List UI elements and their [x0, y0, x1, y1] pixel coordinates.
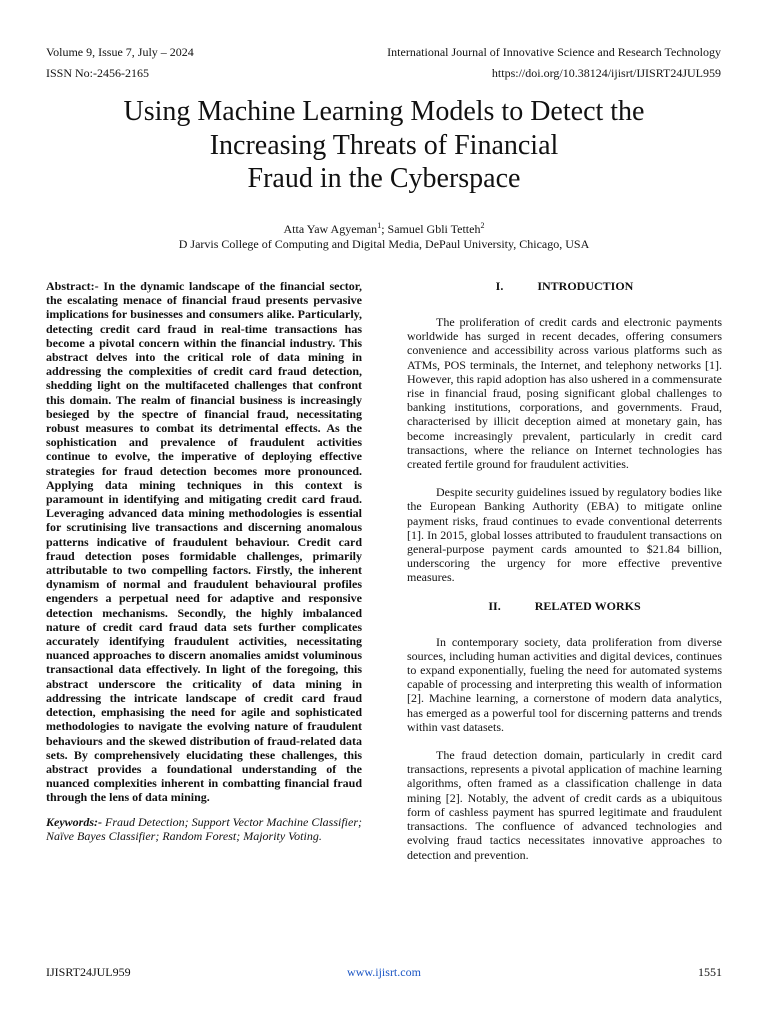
title-line: Fraud in the Cyberspace — [247, 163, 521, 194]
doi-link[interactable]: https://doi.org/10.38124/ijisrt/IJISRT24JUL959 — [491, 66, 721, 80]
paragraph: Despite security guidelines issued by regulatory bodies like the European Banking Authority (EBA) to mitigate online payment risks, fraud continues to evade conventional deterrents [1]. In 2015, global losses attributed to fraudulent transactions on general-purpose payment cards amounted to $21.84 billion, underscoring the urgency for more effective preventive measures. — [407, 485, 722, 585]
issn: ISSN No:-2456-2165 — [46, 66, 150, 80]
paper-title — [40, 95, 728, 196]
footer-website-link[interactable]: www.ijisrt.com — [347, 965, 421, 979]
paragraph: The proliferation of credit cards and electronic payments worldwide has surged in recent decades, offering consumers convenience and accessibility across various platforms such as ATMs, POS terminals, the Internet, and telephony networks [1]. However, this rapid adoption has also ushered in a commensurate rise in financial fraud, posing significant global challenges to banking institutions, corporations, and governments. Fraud, characterised by illicit deception aimed at monetary gain, has become increasingly prevalent, particularly in credit card transactions, where the reliance on Internet technologies has created fertile ground for fraudulent activities. — [407, 315, 722, 472]
page-number: 1551 — [698, 965, 722, 979]
keywords-label: Keywords:- — [46, 814, 102, 829]
section-number: I. — [495, 279, 504, 293]
title-line: Using Machine Learning Models to Detect the — [123, 96, 645, 127]
section-heading-introduction — [407, 279, 722, 293]
abstract-text: In the dynamic landscape of the financial sector, the escalating menace of financial fraud presents pervasive implications for businesses and consumers alike. Particularly, detecting credit card fraud in real-time transactions has become a pivotal concern within the financial industry. This abstract delves into the critical role of data mining in addressing the complexities of credit card fraud detection, shedding light on the multifaceted challenges that confront this domain. The realm of financial business is increasingly besieged by the spectre of financial fraud, necessitating robust measures to combat its detrimental effects. As the sophistication and prevalence of fraudulent activities continue to evolve, the imperative of deploying effective strategies for fraud detection becomes more pronounced. Applying data mining techniques in this context is paramount in identifying and mitigating credit card fraud. Leveraging advanced data mining methodologies is essential for scrutinising live transactions and discerning anomalous patterns indicative of fraudulent behaviour. Credit card fraud detection poses formidable challenges, primarily attributable to two compelling factors. Firstly, the inherent dynamism of normal and fraudulent behavioural profiles engenders a perpetual need for adaptive and responsive detection mechanisms. Secondly, the highly imbalanced nature of credit card fraud data sets further complicates accurately identifying fraudulent activities, necessitating nuanced approaches to discern anomalies amidst voluminous transactional data effectively. In light of the foregoing, this abstract underscore the criticality of data mining in addressing the intricate landscape of credit card fraud detection, emphasising the need for agile and sophisticated methodologies to navigate the evolving nature of fraudulent behaviours and the skewed distribution of fraud-related data sets. By comprehensively elucidating these challenges, this abstract provides a foundational understanding of the nuanced complexities inherent in combatting financial fraud through the lens of data mining. — [46, 279, 362, 805]
keywords-text: Fraud Detection; Support Vector Machine Classifier; Naïve Bayes Classifier; Random Forest; Majority Voting. — [46, 814, 362, 843]
author-separator: ; — [381, 222, 388, 236]
section-number: II. — [488, 598, 501, 613]
author-list — [0, 221, 768, 237]
keywords — [46, 815, 362, 843]
left-column — [46, 279, 362, 843]
author-name: Atta Yaw Agyeman — [283, 222, 378, 236]
paragraph: In contemporary society, data proliferation from diverse sources, including human activities and digital devices, continues to expand exponentially, fueling the need for automated systems capable of processing and interpreting this wealth of information [2]. Machine learning, a cornerstone of modern data analytics, has emerged as a powerful tool for discerning patterns and trends within vast datasets. — [407, 634, 722, 734]
journal-volume: Volume 9, Issue 7, July – 2024 — [46, 45, 194, 59]
section-title: INTRODUCTION — [537, 279, 634, 293]
abstract — [46, 279, 362, 805]
title-line: Increasing Threats of Financial — [209, 129, 559, 161]
section-heading-related-works — [407, 599, 722, 613]
abstract-label: Abstract:- — [46, 279, 99, 293]
footer-paper-id: IJISRT24JUL959 — [46, 965, 131, 979]
section-title: RELATED WORKS — [534, 598, 641, 613]
author-affiliation-mark: 1 — [377, 221, 382, 230]
paragraph: The fraud detection domain, particularly in credit card transactions, represents a pivotal application of machine learning algorithms, often framed as a classification challenge in data mining [2]. Notably, the advent of credit cards as a ubiquitous form of cashless payment has spurred legitimate and fraudulent transactions. The confluence of advanced technologies and evolving fraud tactics necessitates innovative approaches to detection and prevention. — [407, 748, 722, 862]
affiliation: D Jarvis College of Computing and Digital Media, DePaul University, Chicago, USA — [178, 237, 590, 251]
right-column — [407, 279, 722, 862]
author-affiliation-mark: 2 — [480, 221, 485, 230]
author-name: Samuel Gbli Tetteh — [387, 222, 481, 236]
journal-name: International Journal of Innovative Science and Research Technology — [387, 45, 721, 59]
